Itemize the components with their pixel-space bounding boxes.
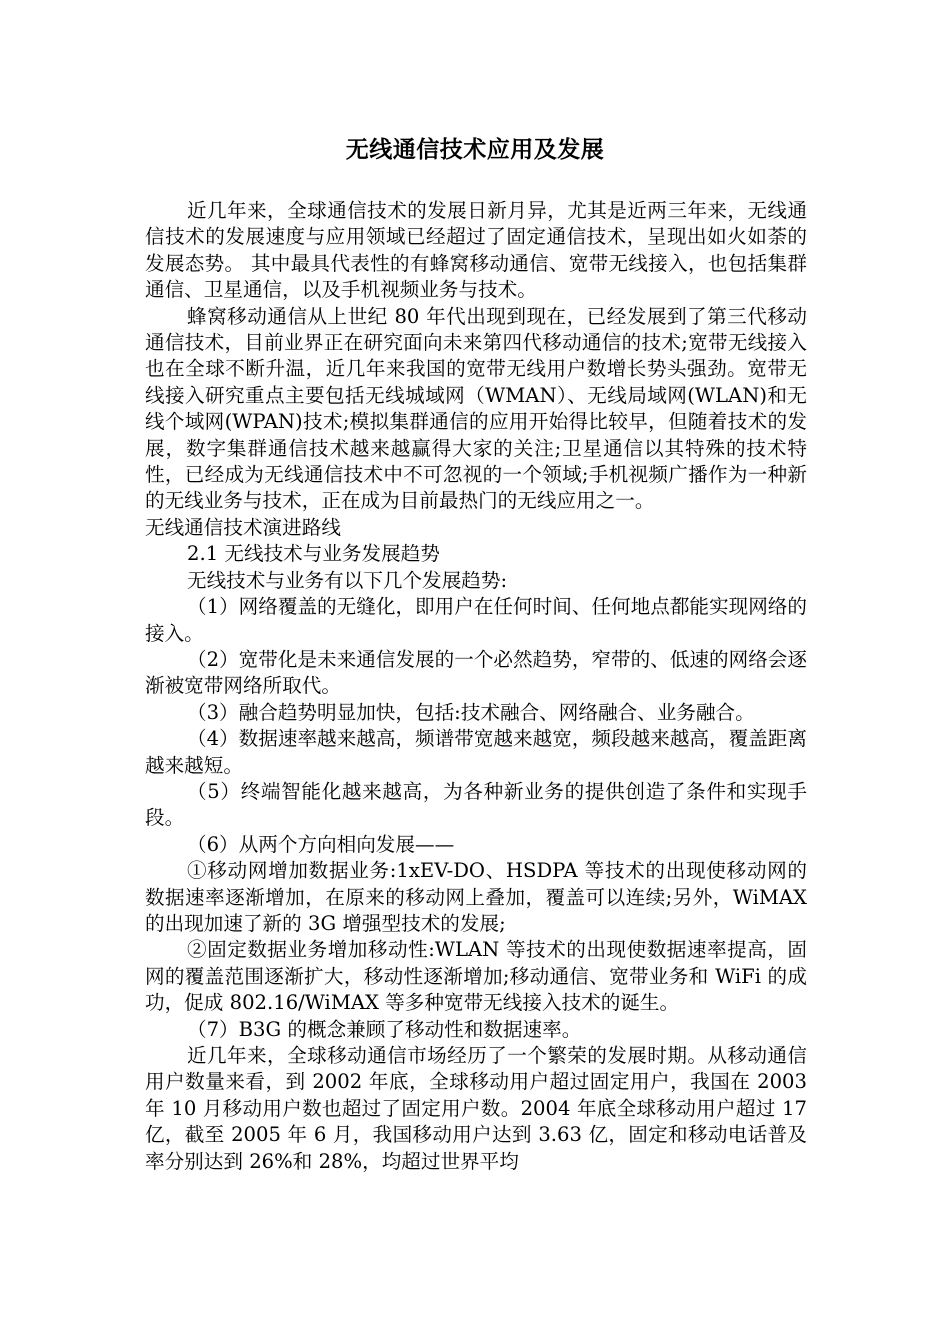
sub-item-mobile-data: ①移动网增加数据业务:1xEV-DO、HSDPA 等技术的出现使移动网的数据速率逐渐增加，在原来的移动网上叠加，覆盖可以连续;另外，WiMAX 的出现加速了新的 3G 增强型技术的发展; <box>145 859 807 935</box>
document-title: 无线通信技术应用及发展 <box>345 137 605 163</box>
subsection-heading-2-1: 2.1 无线技术与业务发展趋势 <box>187 542 440 566</box>
paragraph-intro: 近几年来，全球通信技术的发展日新月异，尤其是近两三年来，无线通信技术的发展速度与应用领域已经超过了固定通信技术，呈现出如火如荼的发展态势。 其中最具代表性的有蜂窝移动通信、宽带无线接入，也包括集群通信、卫星通信，以及手机视频业务与技术。 <box>145 199 807 302</box>
list-item-trend-2: （2）宽带化是未来通信发展的一个必然趋势，窄带的、低速的网络会逐渐被宽带网络所取代。 <box>145 647 807 698</box>
list-item-trend-1: （1）网络覆盖的无缝化，即用户在任何时间、任何地点都能实现网络的接入。 <box>145 595 807 645</box>
list-item-trend-4: （4）数据速率越来越高，频谱带宽越来越宽，频段越来越高，覆盖距离越来越短。 <box>145 727 807 777</box>
section-heading-evolution: 无线通信技术演进路线 <box>145 515 341 539</box>
document-body <box>145 198 807 1175</box>
paragraph-trends-intro: 无线技术与业务有以下几个发展趋势: <box>187 568 508 592</box>
sub-item-fixed-mobility: ②固定数据业务增加移动性:WLAN 等技术的出现使数据速率提高，固网的覆盖范围逐渐扩大，移动性逐渐增加;移动通信、宽带业务和 WiFi 的成功，促成 802.16/WiMAX 等多种宽带无线接入技术的诞生。 <box>145 938 807 1015</box>
paragraph-market: 近几年来，全球移动通信市场经历了一个繁荣的发展时期。从移动通信用户数量来看，到 2002 年底，全球移动用户超过固定用户，我国在 2003 年 10 月移动用户数也超过了固定用户数。2004 年底全球移动用户超过 17 亿，截至 2005 年 6 月，我国移动用户达到 3.63 亿，固定和移动电话普及率分别达到 26%和 28%，均超过世界平均 <box>145 1044 807 1173</box>
list-item-trend-7: （7）B3G 的概念兼顾了移动性和数据速率。 <box>187 1017 582 1041</box>
list-item-trend-6: （6）从两个方向相向发展—— <box>187 832 455 856</box>
list-item-trend-3: （3）融合趋势明显加快，包括:技术融合、网络融合、业务融合。 <box>187 700 755 724</box>
list-item-trend-5: （5）终端智能化越来越高，为各种新业务的提供创造了条件和实现手段。 <box>145 779 807 830</box>
paragraph-cellular-broadband: 蜂窝移动通信从上世纪 80 年代出现到现在，已经发展到了第三代移动通信技术，目前业界正在研究面向未来第四代移动通信的技术;宽带无线接入也在全球不断升温，近几年来我国的宽带无线用户数增长势头强劲。宽带无线接入研究重点主要包括无线城域网（WMAN）、无线局域网(WLAN)和无线个域网(WPAN)技术;模拟集群通信的应用开始得比较早，但随着技术的发展，数字集群通信技术越来越赢得大家的关注;卫星通信以其特殊的技术特性，已经成为无线通信技术中不可忽视的一个领域;手机视频广播作为一种新的无线业务与技术，正在成为目前最热门的无线应用之一。 <box>145 304 807 513</box>
